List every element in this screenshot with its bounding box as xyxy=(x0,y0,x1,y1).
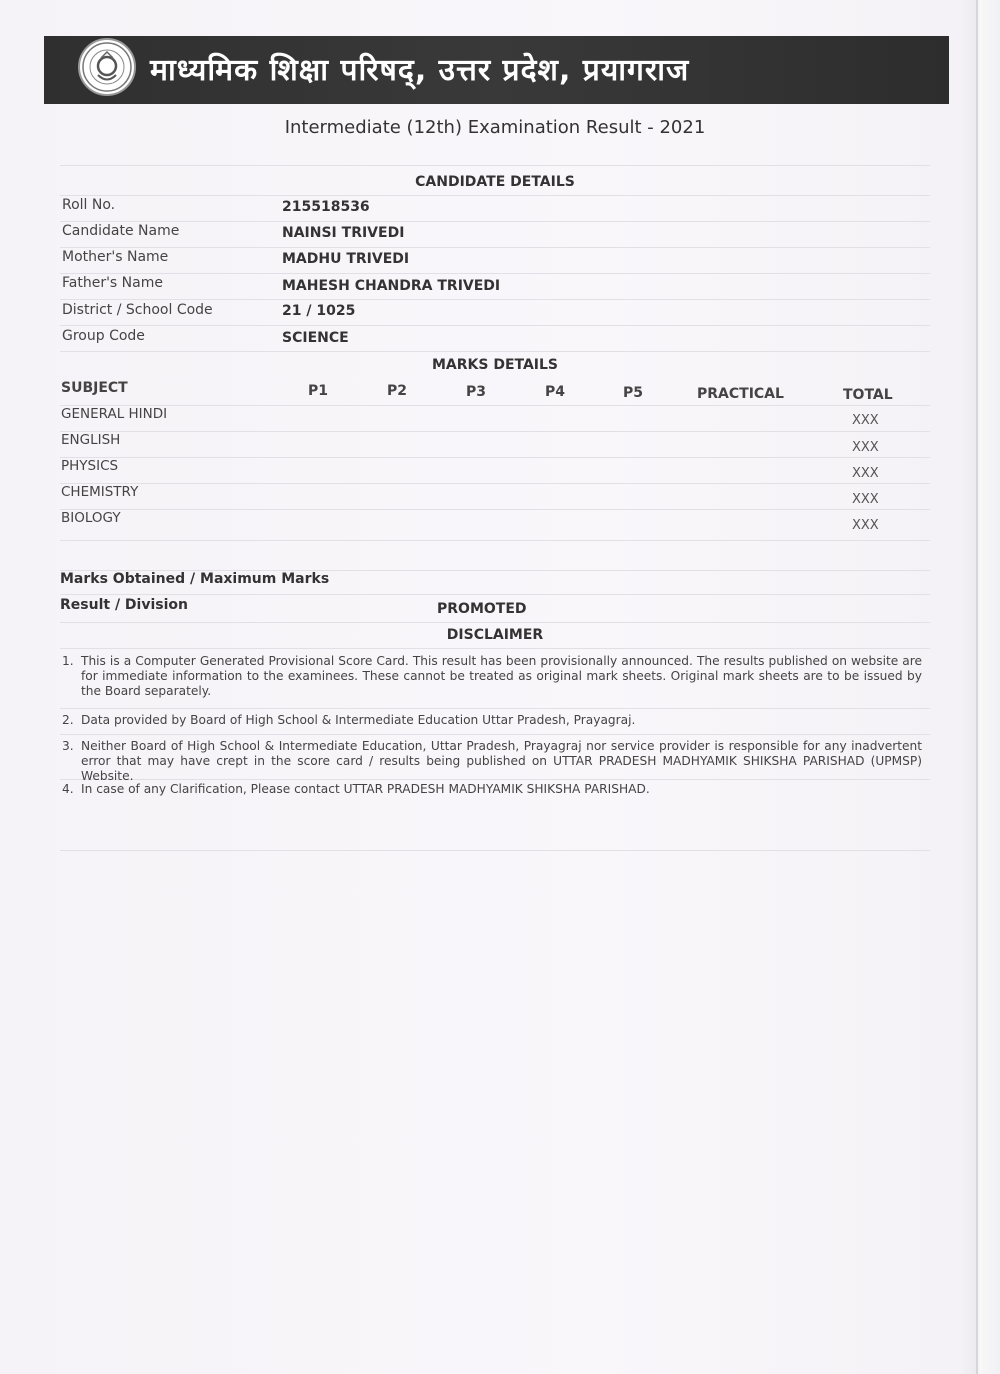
col-practical: PRACTICAL xyxy=(697,386,784,402)
subject-row: ENGLISH xyxy=(61,432,121,448)
divider xyxy=(60,708,930,709)
candidate-name-value: NAINSI TRIVEDI xyxy=(282,225,405,241)
disclaimer-text: In case of any Clarification, Please contact UTTAR PRADESH MADHYAMIK SHIKSHA PARISHAD. xyxy=(81,782,650,796)
divider xyxy=(60,509,930,510)
mother-name-value: MADHU TRIVEDI xyxy=(282,251,410,267)
disclaimer-text: Neither Board of High School & Intermediate Education, Uttar Pradesh, Prayagraj nor service provider is responsible for any inadvertent error that may have crept in the score card / results being published on UTTAR PRADESH MADHYAMIK SHIKSHA PARISHAD (UPMSP) Website. xyxy=(81,739,922,783)
mother-name-label: Mother's Name xyxy=(62,249,169,265)
divider xyxy=(60,351,930,352)
disclaimer-number: 3. xyxy=(62,739,74,753)
up-emblem-logo xyxy=(78,38,136,96)
disclaimer-item xyxy=(62,739,922,784)
candidate-details-heading: CANDIDATE DETAILS xyxy=(415,174,575,190)
subject-row: PHYSICS xyxy=(61,458,119,474)
col-total: TOTAL xyxy=(843,387,893,403)
candidate-name-label: Candidate Name xyxy=(62,223,180,239)
divider xyxy=(60,165,930,166)
disclaimer-item xyxy=(62,782,922,797)
subject-total: XXX xyxy=(852,466,879,481)
divider xyxy=(60,648,930,649)
divider xyxy=(60,221,930,222)
divider xyxy=(60,850,930,851)
divider xyxy=(60,273,930,274)
result-value: PROMOTED xyxy=(437,601,527,617)
roll-no-value: 215518536 xyxy=(282,199,370,215)
exam-title: Intermediate (12th) Examination Result - 2021 xyxy=(284,117,706,138)
divider xyxy=(60,540,930,541)
result-division-label: Result / Division xyxy=(60,597,188,613)
subject-total: XXX xyxy=(852,413,879,428)
disclaimer-heading: DISCLAIMER xyxy=(446,627,544,643)
group-code-label: Group Code xyxy=(62,328,145,344)
disclaimer-number: 1. xyxy=(62,654,74,668)
disclaimer-item xyxy=(62,713,922,728)
divider xyxy=(60,622,930,623)
disclaimer-text: Data provided by Board of High School & Intermediate Education Uttar Pradesh, Prayagraj. xyxy=(81,713,636,727)
disclaimer-number: 4. xyxy=(62,782,74,796)
board-name-hindi: माध्यमिक शिक्षा परिषद्, उत्तर प्रदेश, प्रयागराज xyxy=(150,53,690,88)
subject-total: XXX xyxy=(852,518,879,533)
divider xyxy=(60,195,930,196)
marks-obtained-label: Marks Obtained / Maximum Marks xyxy=(60,571,330,587)
father-name-value: MAHESH CHANDRA TRIVEDI xyxy=(282,278,501,294)
paper-edge xyxy=(976,0,978,1374)
col-subject: SUBJECT xyxy=(61,380,128,396)
divider xyxy=(60,594,930,595)
divider xyxy=(60,325,930,326)
disclaimer-number: 2. xyxy=(62,713,74,727)
divider xyxy=(60,431,930,432)
district-school-code-label: District / School Code xyxy=(62,302,213,318)
divider xyxy=(60,405,930,406)
group-code-value: SCIENCE xyxy=(282,330,349,346)
divider xyxy=(60,247,930,248)
subject-row: BIOLOGY xyxy=(61,510,121,526)
col-p2: P2 xyxy=(387,383,408,399)
subject-total: XXX xyxy=(852,440,879,455)
marks-details-heading: MARKS DETAILS xyxy=(431,357,559,373)
divider xyxy=(60,299,930,300)
col-p1: P1 xyxy=(308,383,329,399)
col-p3: P3 xyxy=(466,384,487,400)
roll-no-label: Roll No. xyxy=(62,197,116,213)
district-school-code-value: 21 / 1025 xyxy=(282,303,356,319)
divider xyxy=(60,457,930,458)
col-p5: P5 xyxy=(623,385,644,401)
divider xyxy=(60,483,930,484)
disclaimer-item xyxy=(62,654,922,699)
subject-total: XXX xyxy=(852,492,879,507)
col-p4: P4 xyxy=(545,384,566,400)
disclaimer-text: This is a Computer Generated Provisional Score Card. This result has been provisionally announced. The results published on website are for immediate information to the examinees. These cannot be treated as original mark sheets. Original mark sheets are to be issued by the Board separately. xyxy=(81,654,922,698)
divider xyxy=(60,734,930,735)
subject-row: GENERAL HINDI xyxy=(61,406,168,422)
father-name-label: Father's Name xyxy=(62,275,163,291)
subject-row: CHEMISTRY xyxy=(61,484,139,500)
